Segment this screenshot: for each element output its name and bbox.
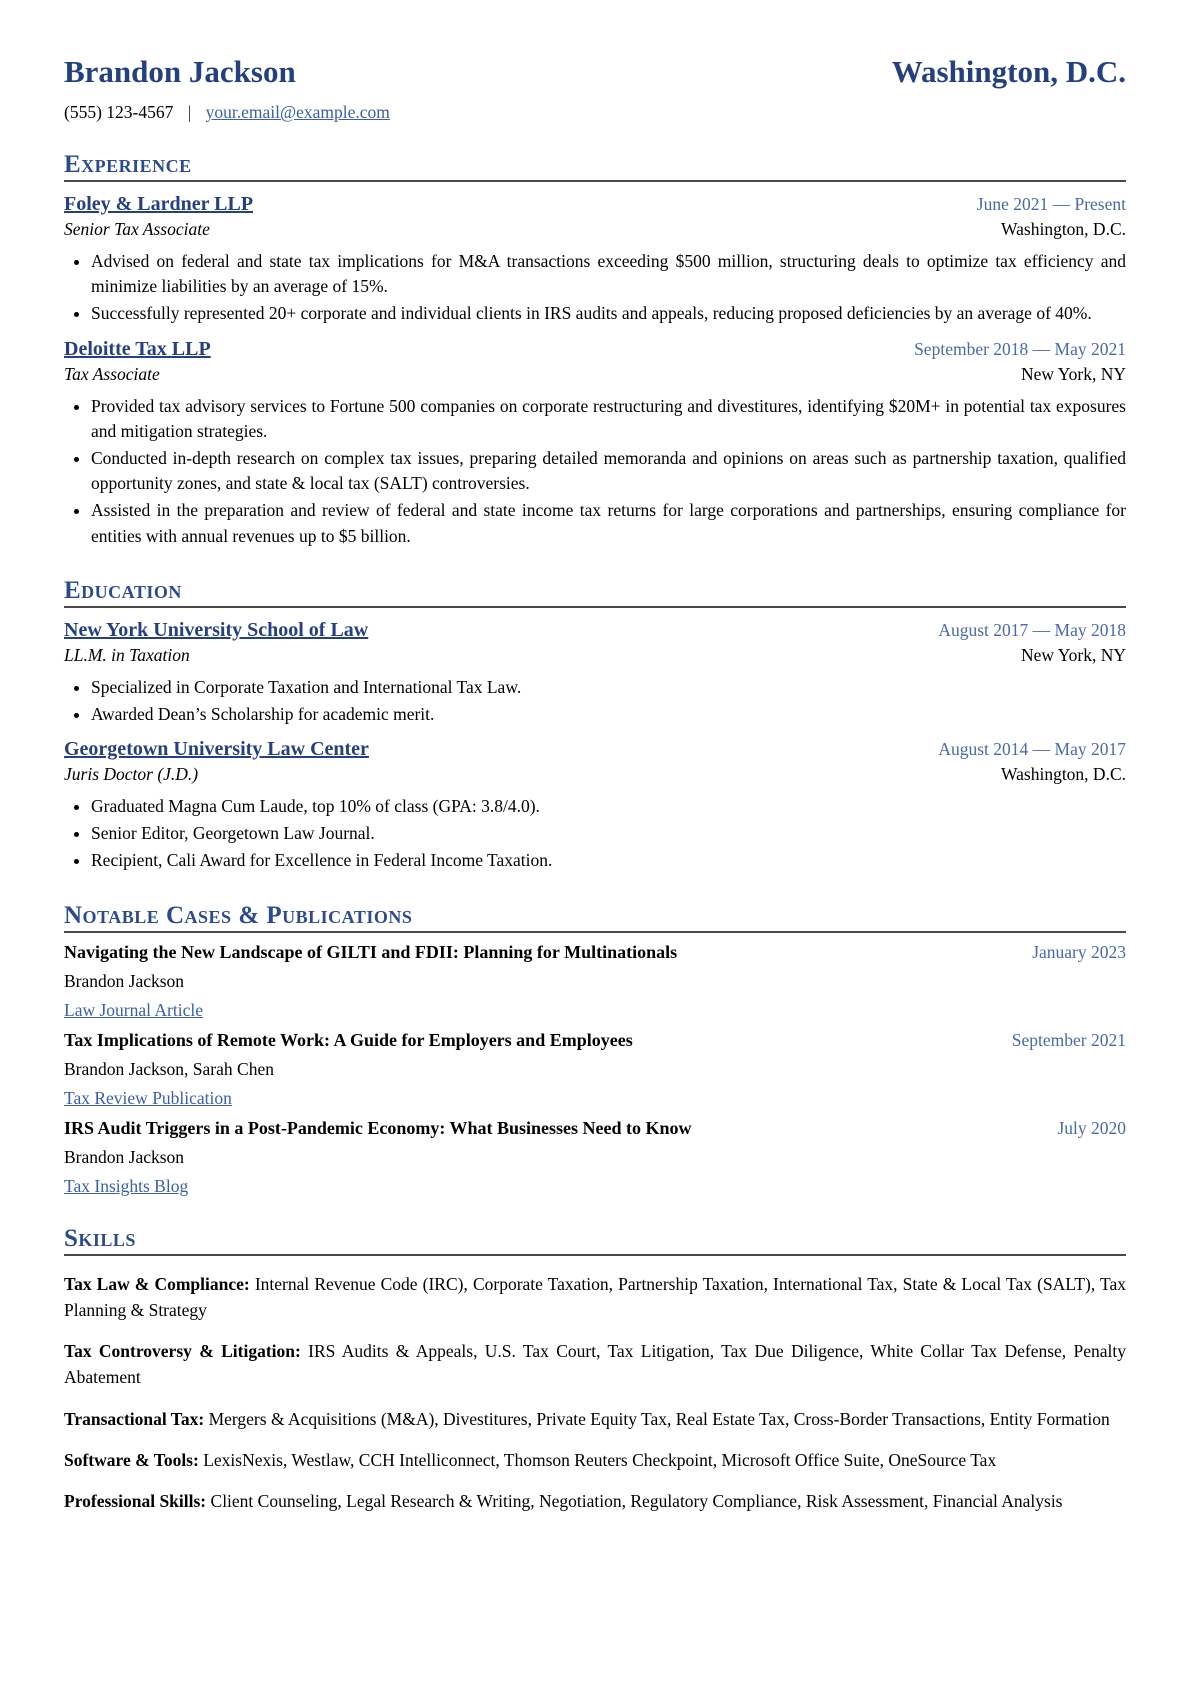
skill-category-label: Software & Tools: — [64, 1449, 199, 1470]
experience-entry — [64, 338, 1126, 549]
entry-sub — [64, 219, 1126, 240]
skill-category-label: Tax Controversy & Litigation: — [64, 1341, 301, 1362]
degree: LL.M. in Taxation — [64, 644, 190, 665]
skill-category-items: Mergers & Acquisitions (M&A), Divestitures, Private Equity Tax, Real Estate Tax, Cross-Border Transactions, Entity Formation — [208, 1408, 1110, 1429]
education-entry — [64, 738, 1126, 874]
bullet-item: • Senior Editor, Georgetown Law Journal. — [91, 821, 1126, 846]
school-link[interactable]: New York University School of Law — [64, 618, 369, 641]
bullet-item: • Graduated Magna Cum Laude, top 10% of class (GPA: 3.8/4.0). — [91, 794, 1126, 819]
entry-sub — [64, 645, 1126, 666]
section-title-experience: Experience — [64, 151, 1126, 182]
skill-category-items: Internal Revenue Code (IRC), Corporate Taxation, Partnership Taxation, International Tax, State & Local Tax (SALT), Tax Planning & Strategy — [64, 1273, 1127, 1320]
education-entry — [64, 619, 1126, 727]
entry-head — [64, 193, 1126, 216]
section-publications — [64, 902, 1126, 1197]
pub-link[interactable]: Tax Review Publication — [64, 1087, 232, 1108]
resume-header — [64, 54, 1126, 90]
pub-title: IRS Audit Triggers in a Post-Pandemic Economy: What Businesses Need to Know — [64, 1117, 692, 1138]
bullet-item: • Specialized in Corporate Taxation and International Tax Law. — [91, 675, 1126, 700]
bullet-item: • Advised on federal and state tax implications for M&A transactions exceeding $500 million, structuring deals to optimize tax efficiency and minimize liabilities by an average of 15%. — [91, 249, 1126, 299]
bullet-item: • Awarded Dean’s Scholarship for academic merit. — [91, 702, 1126, 727]
entry-role: Tax Associate — [64, 363, 160, 384]
pub-date: January 2023 — [1032, 941, 1126, 962]
entry-location: Washington, D.C. — [1001, 764, 1126, 785]
publication-entry — [64, 942, 1126, 1021]
pub-date: July 2020 — [1057, 1117, 1126, 1138]
entry-location: New York, NY — [1020, 644, 1126, 665]
person-name: Brandon Jackson — [64, 54, 296, 89]
skill-category — [64, 1271, 1126, 1324]
section-skills — [64, 1225, 1126, 1515]
bullet-list — [64, 394, 1126, 549]
bullet-item: • Provided tax advisory services to Fortune 500 companies on corporate restructuring and divestitures, identifying $20M+ in potential tax exposures and mitigation strategies. — [91, 394, 1126, 444]
bullet-item: • Recipient, Cali Award for Excellence in Federal Income Taxation. — [91, 848, 1126, 873]
pub-authors: Brandon Jackson — [64, 970, 185, 991]
contact-row — [64, 102, 1126, 123]
entry-sub — [64, 364, 1126, 385]
pub-head — [64, 942, 1126, 963]
section-experience — [64, 151, 1126, 549]
pub-title: Navigating the New Landscape of GILTI and FDII: Planning for Multinationals — [64, 941, 678, 962]
bullet-item: • Conducted in-depth research on complex tax issues, preparing detailed memoranda and opinions on areas such as partnership taxation, qualified opportunity zones, and state & local tax (SALT) controversies. — [91, 446, 1126, 496]
pub-title: Tax Implications of Remote Work: A Guide for Employers and Employees — [64, 1029, 633, 1050]
bullet-item: • Assisted in the preparation and review of federal and state income tax returns for large corporations and partnerships, ensuring compliance for entities with annual revenues up to $5 billion. — [91, 498, 1126, 548]
bullet-list — [64, 675, 1126, 727]
entry-dates: June 2021 — Present — [976, 194, 1126, 214]
degree: Juris Doctor (J.D.) — [64, 764, 199, 785]
bullet-list — [64, 249, 1126, 327]
phone-number: (555) 123-4567 — [64, 102, 174, 122]
section-title-education: Education — [64, 577, 1126, 608]
bullet-item: • Successfully represented 20+ corporate and individual clients in IRS audits and appeals, reducing proposed deficiencies by an average of 40%. — [91, 301, 1126, 326]
entry-sub — [64, 764, 1126, 785]
entry-head — [64, 619, 1126, 642]
skill-category — [64, 1447, 1126, 1473]
skill-category — [64, 1488, 1126, 1514]
pub-link[interactable]: Law Journal Article — [64, 999, 203, 1020]
pub-date: September 2021 — [1011, 1029, 1126, 1050]
school-link[interactable]: Georgetown University Law Center — [64, 738, 369, 761]
company-link[interactable]: Foley & Lardner LLP — [64, 193, 254, 215]
entry-dates: August 2014 — May 2017 — [938, 739, 1126, 760]
section-title-publications: Notable Cases & Publications — [64, 902, 1126, 933]
bullet-list — [64, 794, 1126, 874]
entry-dates: August 2017 — May 2018 — [938, 619, 1126, 640]
entry-head — [64, 738, 1126, 761]
skill-category — [64, 1338, 1126, 1391]
skill-category-label: Tax Law & Compliance: — [64, 1273, 250, 1294]
skill-category-label: Professional Skills: — [64, 1491, 207, 1512]
section-title-skills: Skills — [64, 1225, 1126, 1256]
skill-category-label: Transactional Tax: — [64, 1408, 205, 1429]
skill-category-items: IRS Audits & Appeals, U.S. Tax Court, Tax Litigation, Tax Due Diligence, White Collar Tax Defense, Penalty Abatement — [64, 1341, 1127, 1388]
pub-authors: Brandon Jackson — [64, 1146, 185, 1167]
pub-authors: Brandon Jackson, Sarah Chen — [64, 1058, 274, 1079]
entry-location: New York, NY — [1020, 363, 1126, 384]
entry-dates: September 2018 — May 2021 — [914, 338, 1126, 359]
skill-category-items: LexisNexis, Westlaw, CCH Intelliconnect, Thomson Reuters Checkpoint, Microsoft Office Suite, OneSource Tax — [203, 1449, 997, 1470]
pub-head — [64, 1118, 1126, 1139]
publication-entry — [64, 1118, 1126, 1197]
publication-entry — [64, 1030, 1126, 1109]
skill-category — [64, 1406, 1126, 1432]
header-location: Washington, D.C. — [891, 54, 1126, 89]
skill-category-items: Client Counseling, Legal Research & Writing, Negotiation, Regulatory Compliance, Risk Assessment, Financial Analysis — [210, 1491, 1063, 1512]
entry-head — [64, 338, 1126, 361]
company-link[interactable]: Deloitte Tax LLP — [64, 337, 211, 360]
entry-role: Senior Tax Associate — [64, 219, 210, 239]
pub-link[interactable]: Tax Insights Blog — [64, 1175, 189, 1196]
experience-entry — [64, 193, 1126, 327]
contact-separator: | — [187, 102, 192, 122]
section-education — [64, 577, 1126, 874]
email-link[interactable]: your.email@example.com — [205, 102, 390, 122]
entry-location: Washington, D.C. — [1001, 219, 1126, 239]
pub-head — [64, 1030, 1126, 1051]
